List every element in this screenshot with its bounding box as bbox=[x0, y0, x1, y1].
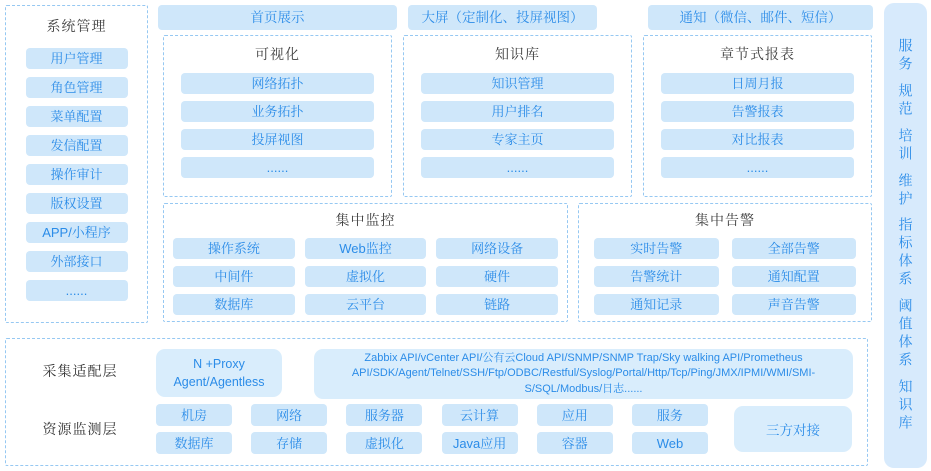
central-monitoring-title: 集中监控 bbox=[335, 212, 396, 228]
monitor-web[interactable]: Web监控 bbox=[305, 238, 427, 259]
item-alarm-report[interactable]: 告警报表 bbox=[661, 101, 854, 122]
sidebar-item-mail-config[interactable]: 发信配置 bbox=[26, 135, 128, 156]
monitor-cloud-platform[interactable]: 云平台 bbox=[305, 294, 427, 315]
knowledge-base-section bbox=[403, 35, 632, 197]
service-system-panel bbox=[884, 3, 927, 468]
sidebar-item-role-management[interactable]: 角色管理 bbox=[26, 77, 128, 98]
right-item-knowledge-base: 知识库 bbox=[897, 379, 914, 434]
central-alarm-title: 集中告警 bbox=[695, 212, 755, 228]
third-party-integration-box[interactable]: 三方对接 bbox=[734, 406, 852, 452]
res-java-app[interactable]: Java应用 bbox=[442, 432, 518, 454]
monitor-network-device[interactable]: 网络设备 bbox=[436, 238, 558, 259]
monitor-os[interactable]: 操作系统 bbox=[173, 238, 295, 259]
right-item-training: 培训 bbox=[897, 127, 914, 164]
alarm-realtime[interactable]: 实时告警 bbox=[594, 238, 719, 259]
adapter-layer-label: 采集适配层 bbox=[42, 363, 118, 379]
res-container[interactable]: 容器 bbox=[537, 432, 613, 454]
res-storage[interactable]: 存储 bbox=[251, 432, 327, 454]
top-nav-row bbox=[158, 5, 873, 30]
res-server-room[interactable]: 机房 bbox=[156, 404, 232, 426]
resource-row-2 bbox=[156, 432, 708, 454]
item-comparison-report[interactable]: 对比报表 bbox=[661, 129, 854, 150]
item-report-more[interactable]: ...... bbox=[661, 157, 854, 178]
sidebar-item-menu-config[interactable]: 菜单配置 bbox=[26, 106, 128, 127]
proxy-agent-box bbox=[156, 349, 282, 397]
alarm-notify-record[interactable]: 通知记录 bbox=[594, 294, 719, 315]
alarm-notify-config[interactable]: 通知配置 bbox=[732, 266, 857, 287]
res-database[interactable]: 数据库 bbox=[156, 432, 232, 454]
res-web[interactable]: Web bbox=[632, 432, 708, 454]
chapter-report-section bbox=[643, 35, 872, 197]
sidebar-item-external-interface[interactable]: 外部接口 bbox=[26, 251, 128, 272]
item-projection-view[interactable]: 投屏视图 bbox=[181, 129, 374, 150]
nav-big-screen[interactable]: 大屏（定制化、投屏视图） bbox=[408, 5, 597, 30]
system-management-panel bbox=[5, 5, 148, 323]
monitor-virtualization[interactable]: 虚拟化 bbox=[305, 266, 427, 287]
visualization-section bbox=[163, 35, 392, 197]
item-network-topology[interactable]: 网络拓扑 bbox=[181, 73, 374, 94]
feature-sections-row bbox=[163, 35, 872, 197]
item-daily-weekly-monthly-report[interactable]: 日周月报 bbox=[661, 73, 854, 94]
collection-resource-panel bbox=[5, 338, 868, 466]
right-item-maintenance: 维护 bbox=[897, 172, 914, 209]
monitor-middleware[interactable]: 中间件 bbox=[173, 266, 295, 287]
monitor-hardware[interactable]: 硬件 bbox=[436, 266, 558, 287]
central-alarm-section bbox=[578, 203, 872, 322]
item-user-ranking[interactable]: 用户排名 bbox=[421, 101, 614, 122]
right-item-indicator-system: 指标体系 bbox=[897, 217, 914, 290]
sidebar-item-more[interactable]: ...... bbox=[26, 280, 128, 301]
monitor-database[interactable]: 数据库 bbox=[173, 294, 295, 315]
resource-layer-label: 资源监测层 bbox=[42, 421, 118, 437]
alarm-statistics[interactable]: 告警统计 bbox=[594, 266, 719, 287]
sidebar-item-app-miniprogram[interactable]: APP/小程序 bbox=[26, 222, 128, 243]
monitor-link[interactable]: 链路 bbox=[436, 294, 558, 315]
sidebar-item-operation-audit[interactable]: 操作审计 bbox=[26, 164, 128, 185]
item-knowledge-management[interactable]: 知识管理 bbox=[421, 73, 614, 94]
right-item-service: 服务 bbox=[897, 37, 914, 74]
sidebar-item-user-management[interactable]: 用户管理 bbox=[26, 48, 128, 69]
monitor-alarm-row bbox=[163, 203, 872, 322]
item-knowledge-more[interactable]: ...... bbox=[421, 157, 614, 178]
visualization-title: 可视化 bbox=[255, 46, 300, 62]
res-application[interactable]: 应用 bbox=[537, 404, 613, 426]
right-item-threshold-system: 阈值体系 bbox=[897, 298, 914, 371]
right-item-standards: 规范 bbox=[897, 82, 914, 119]
central-monitoring-grid bbox=[173, 238, 558, 315]
res-cloud-computing[interactable]: 云计算 bbox=[442, 404, 518, 426]
proxy-agent-line1: N +Proxy bbox=[193, 356, 245, 371]
res-network[interactable]: 网络 bbox=[251, 404, 327, 426]
proxy-agent-line2: Agent/Agentless bbox=[173, 375, 265, 389]
alarm-sound[interactable]: 声音告警 bbox=[732, 294, 857, 315]
central-alarm-grid bbox=[594, 238, 856, 315]
api-protocols-box: Zabbix API/vCenter API/公有云Cloud API/SNMP/SNMP Trap/Sky walking API/Prometheus API/SDK/Agent/Telnet/SSH/Ftp/ODBC/Restful/Syslog/Portal/Http/Tcp/Ping/JMX/IPMI/WMI/SMI-S/SQL/Modbus/日志...... bbox=[314, 349, 853, 399]
res-virtualization[interactable]: 虚拟化 bbox=[346, 432, 422, 454]
item-visualization-more[interactable]: ...... bbox=[181, 157, 374, 178]
nav-notification[interactable]: 通知（微信、邮件、短信） bbox=[648, 5, 873, 30]
nav-home-display[interactable]: 首页展示 bbox=[158, 5, 397, 30]
central-monitoring-section bbox=[163, 203, 568, 322]
alarm-all[interactable]: 全部告警 bbox=[732, 238, 857, 259]
system-management-title: 系统管理 bbox=[46, 18, 107, 34]
resource-row-1 bbox=[156, 404, 708, 426]
knowledge-base-title: 知识库 bbox=[495, 46, 540, 62]
res-service[interactable]: 服务 bbox=[632, 404, 708, 426]
sidebar-item-copyright-settings[interactable]: 版权设置 bbox=[26, 193, 128, 214]
item-expert-homepage[interactable]: 专家主页 bbox=[421, 129, 614, 150]
res-server[interactable]: 服务器 bbox=[346, 404, 422, 426]
chapter-report-title: 章节式报表 bbox=[720, 46, 795, 62]
item-business-topology[interactable]: 业务拓扑 bbox=[181, 101, 374, 122]
